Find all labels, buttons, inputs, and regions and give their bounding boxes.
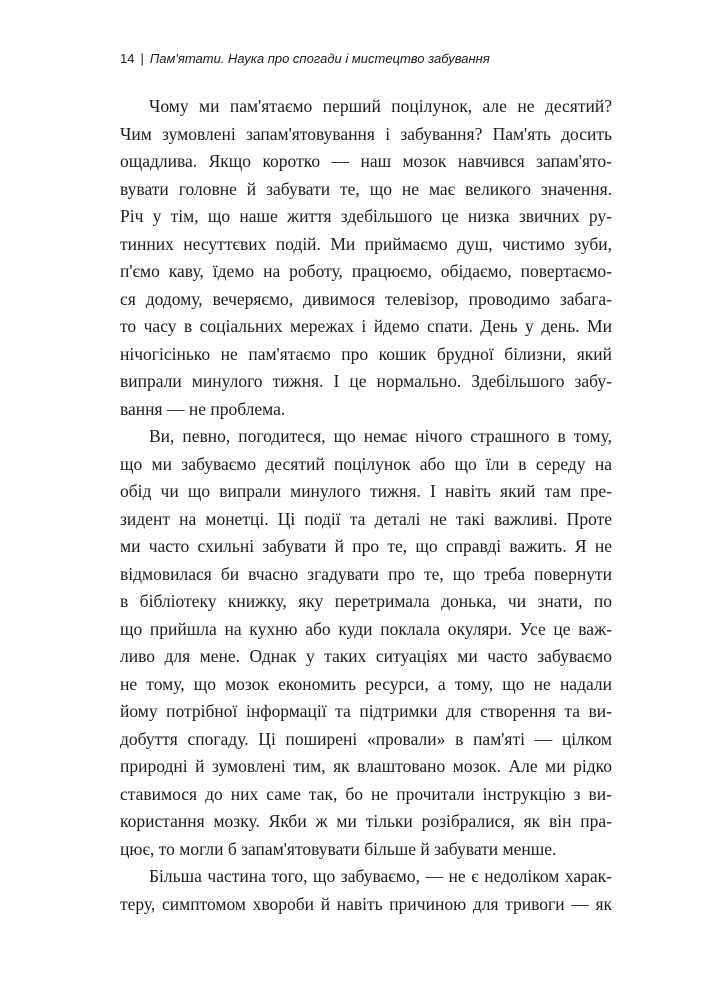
body-text xyxy=(120,93,612,918)
book-title: Пам'ятати. Наука про спогади і мистецтво забування xyxy=(149,51,490,66)
text-line: не тому, що мозок економить ресурси, а тому, що не надали xyxy=(120,673,612,694)
text-line: цює, то могли б запам'ятовувати більше й забувати менше. xyxy=(120,838,557,859)
text-line: випрали минулого тижня. І це нормально. Здебільшого забу- xyxy=(120,371,612,391)
text-line: Річ у тім, що наше життя здебільшого це низка звичних ру- xyxy=(120,206,612,226)
text-line: користання мозку. Якби ж ми тільки розібралися, як він пра- xyxy=(120,811,612,831)
text-line: вання — не проблема. xyxy=(120,398,286,419)
header-separator: | xyxy=(140,51,144,66)
text-line: обід чи що випрали минулого тижня. І навіть який там пре- xyxy=(120,481,612,501)
page-number: 14 xyxy=(120,51,135,66)
text-line: ощадлива. Якщо коротко — наш мозок навчився запам'ято- xyxy=(120,151,612,171)
text-line: зидент на монетці. Ці події та деталі не такі важливі. Проте xyxy=(120,508,612,529)
text-line: що ми забуваємо десятий поцілунок або що їли в середу на xyxy=(120,453,612,474)
text-line: Більша частина того, що забуваємо, — не є недоліком харак- xyxy=(149,866,612,886)
text-line: добуття спогаду. Ці поширені «провали» в пам'яті — цілком xyxy=(120,728,612,749)
text-line: ливо для мене. Однак у таких ситуаціях ми часто забуваємо xyxy=(120,646,612,666)
text-line: то часу в соціальних мережах і йдемо спати. День у день. Ми xyxy=(120,316,612,336)
text-line: вувати головне й забувати те, що не має великого значення. xyxy=(120,178,612,199)
text-line: природні й зумовлені тим, як влаштовано мозок. Але ми рідко xyxy=(120,756,612,776)
text-line: теру, симптомом хвороби й навіть причиною для тривоги — як xyxy=(120,893,612,914)
text-line: що прийшла на кухню або куди поклала окуляри. Усе це важ- xyxy=(120,618,612,639)
text-line: відмовилася би вчасно згадувати про те, що треба повернути xyxy=(120,563,612,584)
text-line: Ви, певно, погодитеся, що немає нічого страшного в тому, xyxy=(149,426,612,446)
text-line: ми часто схильні забувати й про те, що справді важить. Я не xyxy=(120,536,612,556)
text-line: п'ємо каву, їдемо на роботу, працюємо, обідаємо, повертаємо- xyxy=(120,261,612,281)
paragraph xyxy=(120,93,612,423)
running-header xyxy=(120,51,490,67)
text-line: ставимося до них саме так, бо не прочитали інструкцію з ви- xyxy=(120,783,612,804)
text-line: в бібліотеку книжку, яку перетримала донька, чи знати, по xyxy=(120,591,612,611)
text-line: ся додому, вечеряємо, дивимося телевізор, проводимо забага- xyxy=(120,288,612,309)
text-line: Чому ми пам'ятаємо перший поцілунок, але не десятий? xyxy=(149,96,612,116)
paragraph xyxy=(120,863,612,918)
text-line: Чим зумовлені запам'ятовування і забування? Пам'ять досить xyxy=(120,123,612,144)
text-line: нічогісінько не пам'ятаємо про кошик брудної білизни, який xyxy=(120,343,612,364)
text-line: тинних несуттєвих подій. Ми приймаємо душ, чистимо зуби, xyxy=(120,233,612,254)
text-line: йому потрібної інформації та підтримки для створення та ви- xyxy=(120,701,612,721)
paragraph xyxy=(120,423,612,863)
